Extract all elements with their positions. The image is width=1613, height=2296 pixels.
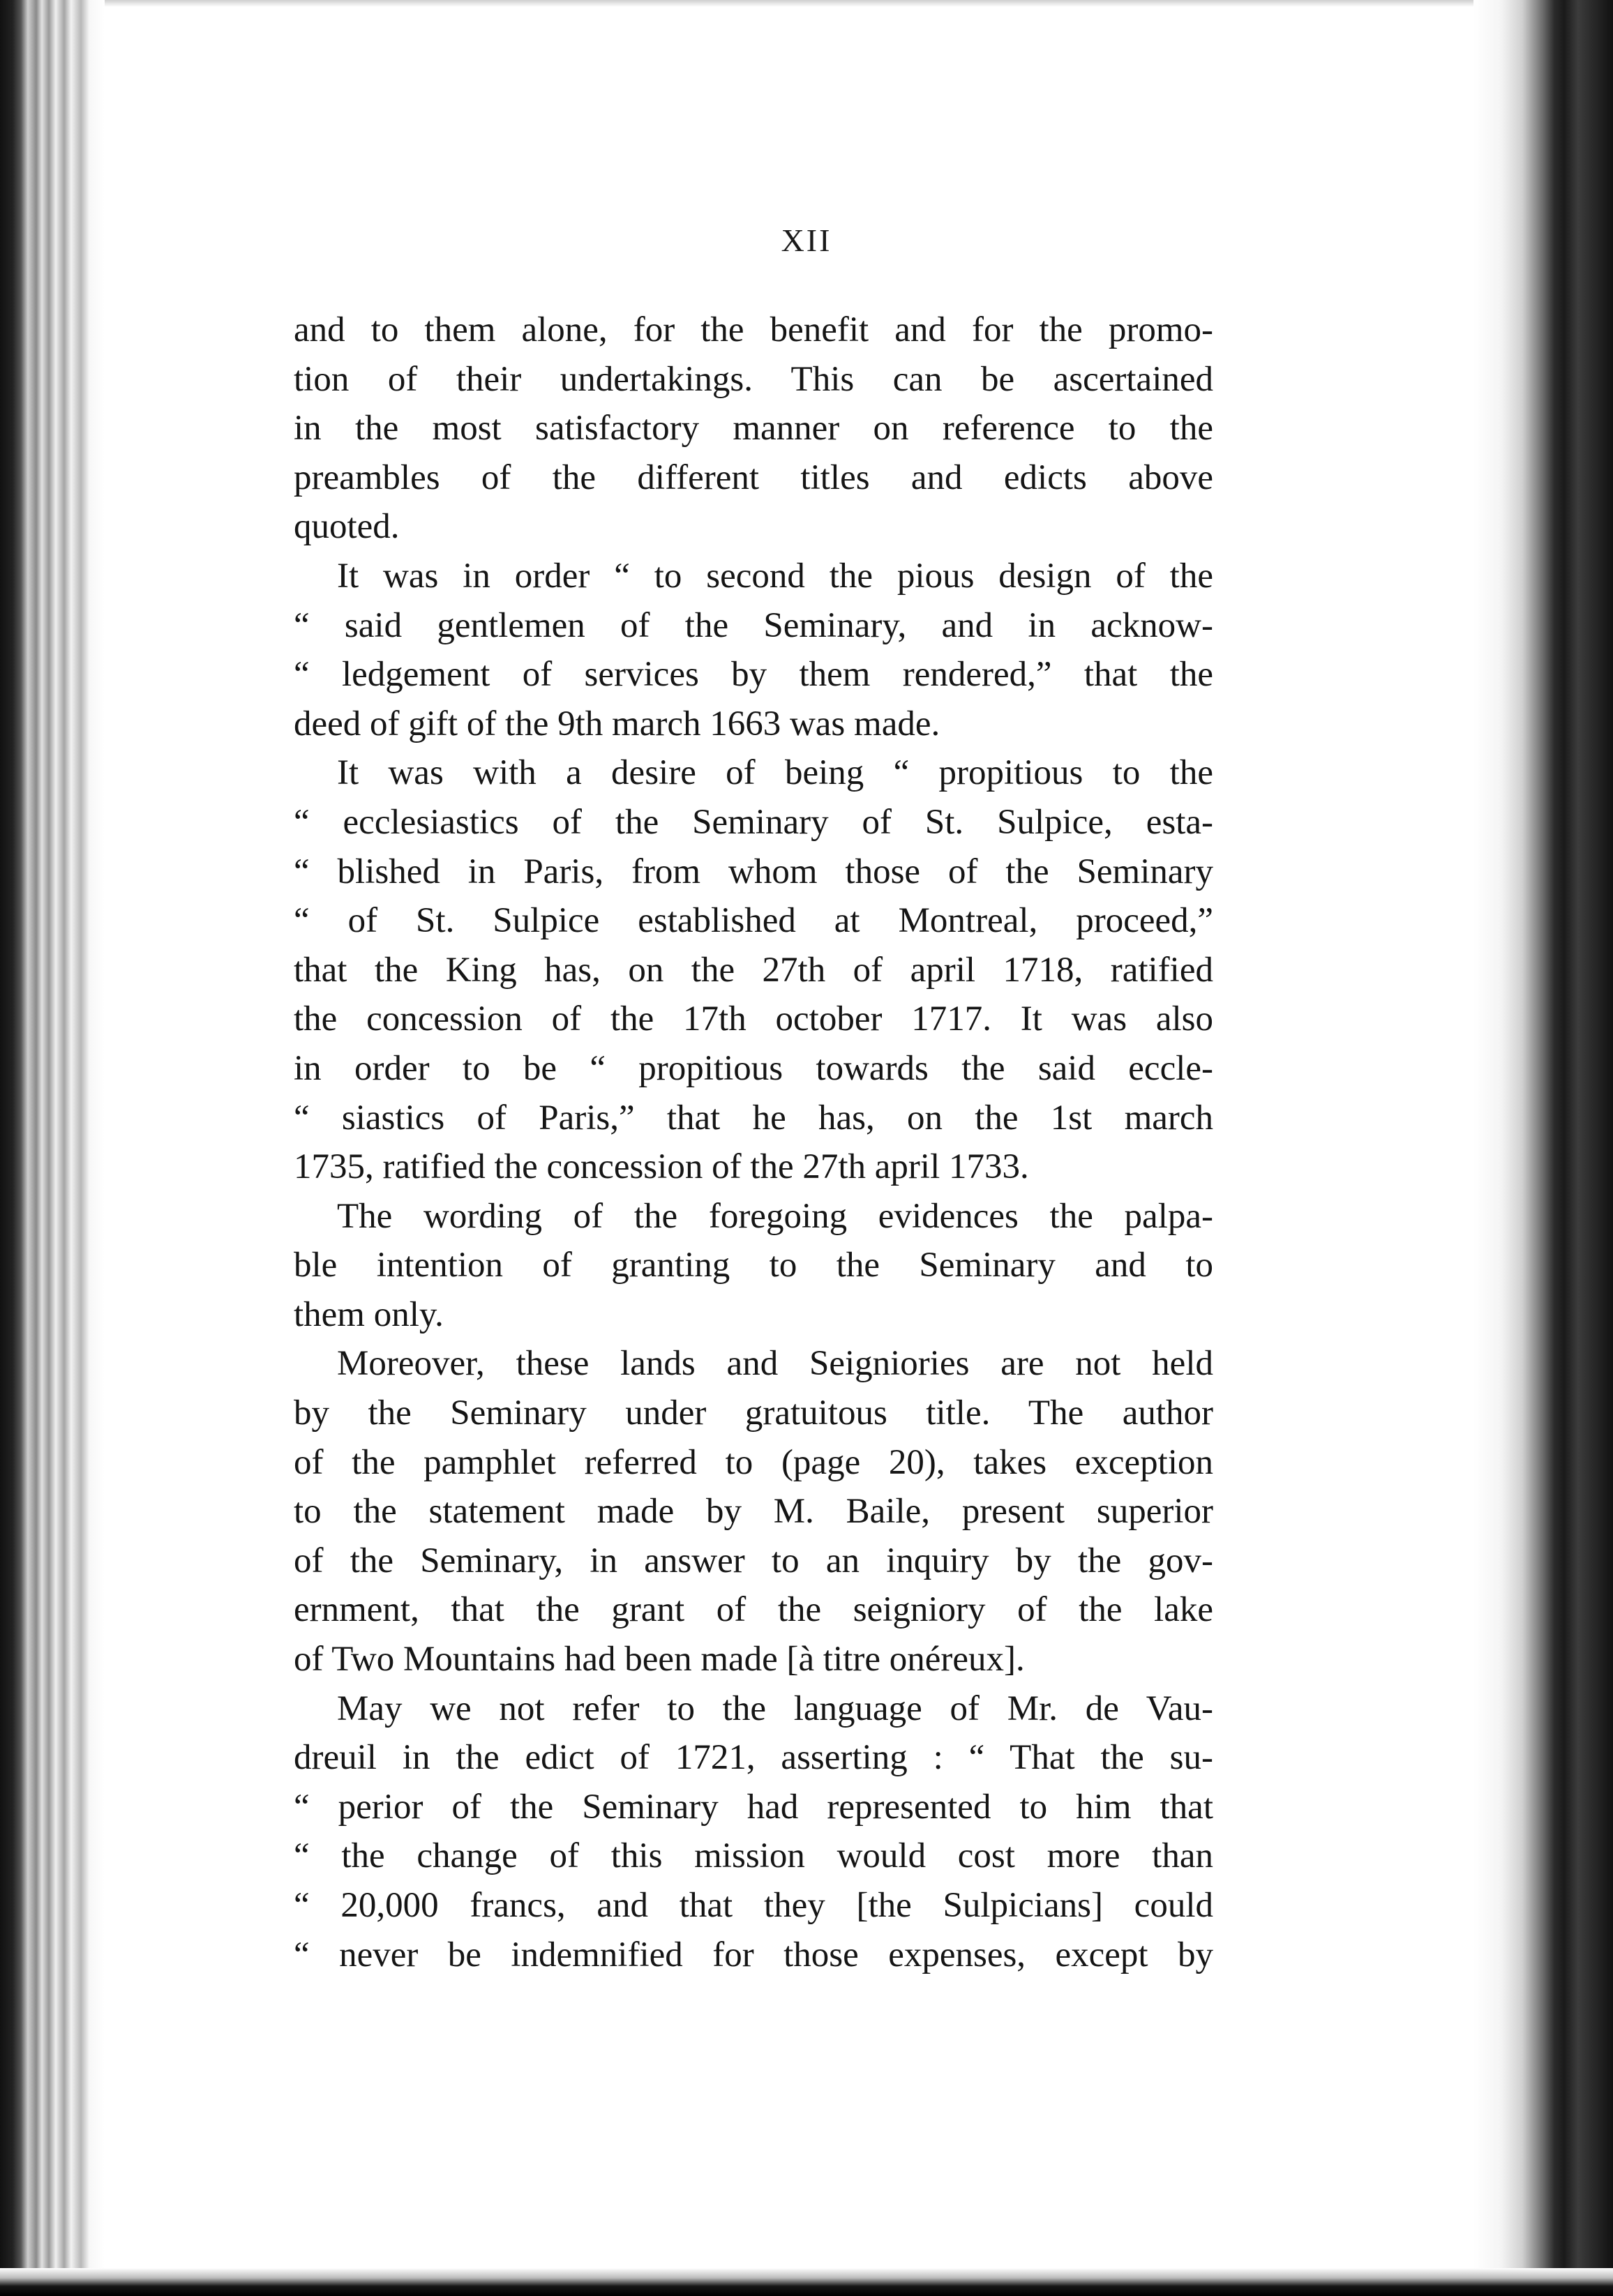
page-number: XII	[781, 222, 832, 258]
text-line: them only.	[294, 1294, 444, 1334]
bottom-page-edge	[0, 2268, 1613, 2296]
left-binding-edge	[0, 0, 105, 2296]
text-line: May we not refer to the language of Mr. de Vau-	[337, 1689, 1213, 1728]
text-line: “ siastics of Paris,” that he has, on the 1st march	[294, 1098, 1213, 1138]
text-line: that the King has, on the 27th of april 1718, ratified	[294, 950, 1213, 990]
top-page-edge	[105, 0, 1473, 7]
text-line: “ said gentlemen of the Seminary, and in acknow-	[294, 605, 1213, 645]
text-line: and to them alone, for the benefit and for the promo-	[294, 310, 1213, 349]
body-text	[294, 305, 1213, 1979]
text-line: of the pamphlet referred to (page 20), takes exception	[294, 1442, 1213, 1482]
text-line: ernment, that the grant of the seigniory of the lake	[294, 1590, 1213, 1630]
text-line: the concession of the 17th october 1717. It was also	[294, 999, 1213, 1039]
text-line: Moreover, these lands and Seigniories are not held	[337, 1344, 1213, 1384]
text-line: “ 20,000 francs, and that they [the Sulpicians] could	[294, 1886, 1213, 1925]
text-line: It was with a desire of being “ propitious to the	[337, 753, 1213, 793]
text-line: quoted.	[294, 507, 400, 547]
text-line: of Two Mountains had been made [à titre onéreux].	[294, 1640, 1025, 1679]
right-binding-edge	[1473, 0, 1613, 2296]
text-line: of the Seminary, in answer to an inquiry by the gov-	[294, 1541, 1213, 1580]
text-line: The wording of the foregoing evidences the palpa-	[337, 1196, 1213, 1236]
text-line: dreuil in the edict of 1721, asserting : “ That the su-	[294, 1738, 1213, 1778]
text-line: “ perior of the Seminary had represented to him that	[294, 1787, 1213, 1827]
text-line: “ ledgement of services by them rendered,” that the	[294, 655, 1213, 695]
text-line: 1735, ratified the concession of the 27th april 1733.	[294, 1147, 1029, 1187]
text-line: “ of St. Sulpice established at Montreal, proceed,”	[294, 901, 1213, 941]
text-line: “ the change of this mission would cost more than	[294, 1836, 1213, 1876]
text-line: “ ecclesiastics of the Seminary of St. Sulpice, esta-	[294, 802, 1213, 842]
text-line: by the Seminary under gratuitous title. The author	[294, 1394, 1213, 1433]
text-line: preambles of the different titles and edicts above	[294, 458, 1213, 497]
text-line: in the most satisfactory manner on reference to the	[294, 409, 1213, 448]
text-line: deed of gift of the 9th march 1663 was made.	[294, 704, 940, 743]
text-line: in order to be “ propitious towards the said eccle-	[294, 1048, 1213, 1088]
text-line: It was in order “ to second the pious design of the	[337, 556, 1213, 596]
text-line: “ blished in Paris, from whom those of the Seminary	[294, 852, 1213, 891]
text-line: ble intention of granting to the Seminary and to	[294, 1246, 1213, 1285]
text-line: “ never be indemnified for those expenses, except by	[294, 1935, 1213, 1974]
text-line: to the statement made by M. Baile, present superior	[294, 1492, 1213, 1532]
text-line: tion of their undertakings. This can be ascertained	[294, 359, 1213, 399]
